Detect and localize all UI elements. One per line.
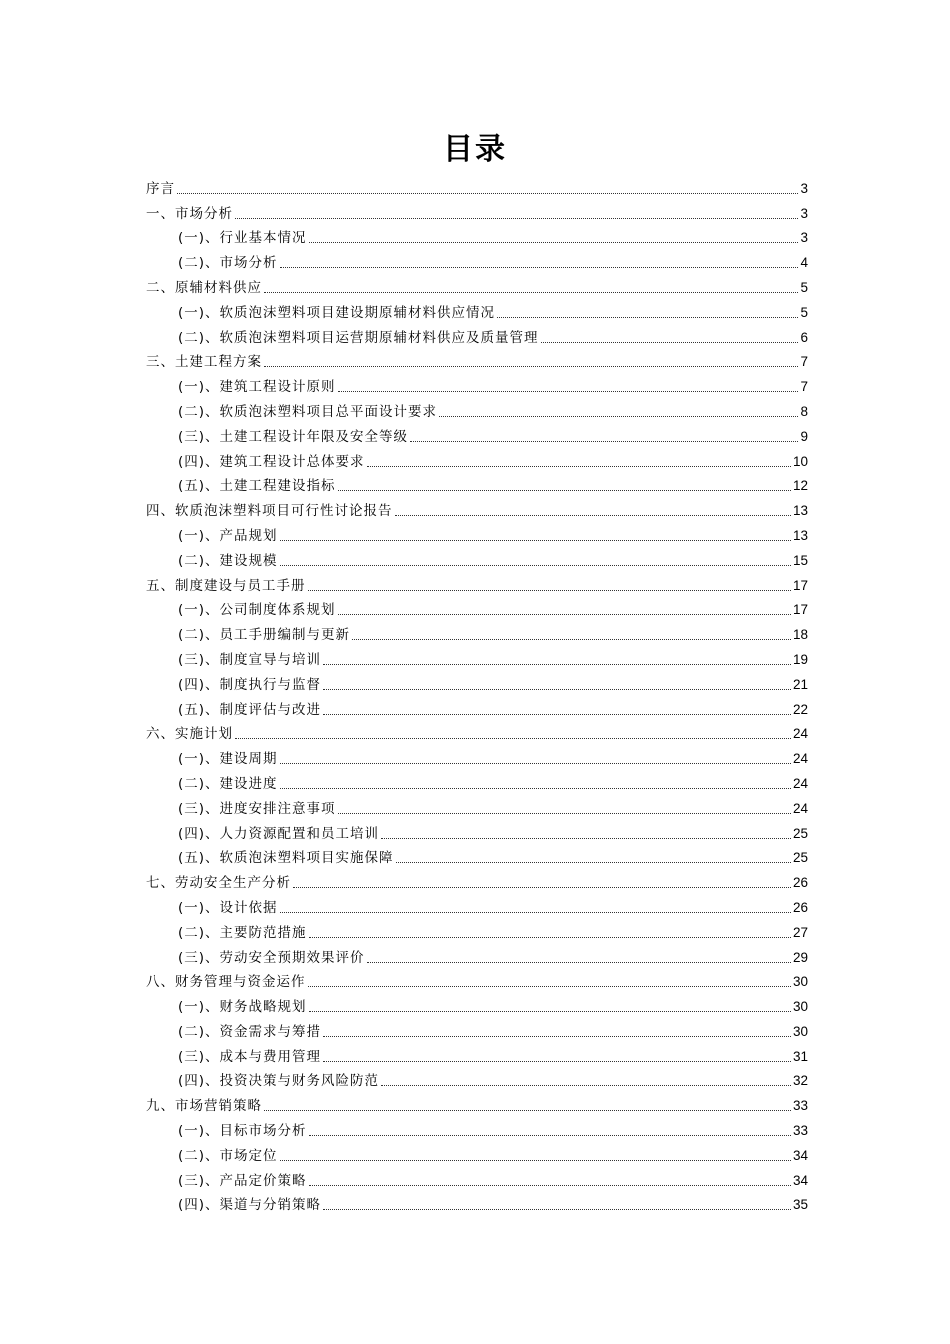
toc-entry-page-number: 3: [800, 230, 808, 246]
toc-entry-label: (一)、行业基本情况: [178, 230, 307, 247]
toc-entry-page-number: 3: [800, 180, 808, 196]
toc-entry-label: (二)、市场定位: [178, 1147, 278, 1164]
toc-entry-label: (三)、劳动安全预期效果评价: [178, 949, 365, 966]
toc-dot-leader: [264, 366, 798, 367]
toc-entry-page-number: 33: [792, 1123, 808, 1139]
toc-entry[interactable]: [146, 893, 808, 918]
toc-entry[interactable]: [146, 844, 808, 869]
toc-entry-label: (三)、土建工程设计年限及安全等级: [178, 428, 409, 445]
toc-entry-page-number: 30: [792, 1023, 808, 1039]
toc-dot-leader: [367, 962, 791, 963]
toc-entry-page-number: 30: [792, 999, 808, 1015]
toc-entry-label: (一)、公司制度体系规划: [178, 602, 336, 619]
toc-entry-page-number: 24: [792, 726, 808, 742]
toc-entry-page-number: 19: [792, 651, 808, 667]
toc-entry[interactable]: [146, 769, 808, 794]
toc-entry-label: (三)、进度安排注意事项: [178, 800, 336, 817]
toc-entry-page-number: 6: [800, 329, 808, 345]
toc-entry-page-number: 25: [792, 825, 808, 841]
toc-entry[interactable]: [146, 868, 808, 893]
toc-entry-label: 七、劳动安全生产分析: [146, 875, 291, 892]
toc-entry[interactable]: [146, 496, 808, 521]
toc-entry-page-number: 10: [792, 453, 808, 469]
toc-entry-label: 五、制度建设与员工手册: [146, 577, 306, 594]
toc-entry-label: (二)、建设进度: [178, 775, 278, 792]
toc-entry[interactable]: [146, 794, 808, 819]
toc-entry-label: (一)、建设周期: [178, 751, 278, 768]
toc-entry-page-number: 24: [792, 751, 808, 767]
toc-dot-leader: [264, 1110, 791, 1111]
toc-entry[interactable]: [146, 521, 808, 546]
toc-entry[interactable]: [146, 1141, 808, 1166]
toc-entry[interactable]: [146, 670, 808, 695]
toc-entry-page-number: 25: [792, 850, 808, 866]
toc-entry-label: (四)、建筑工程设计总体要求: [178, 453, 365, 470]
toc-dot-leader: [309, 1135, 791, 1136]
toc-entry-page-number: 32: [792, 1073, 808, 1089]
toc-entry-page-number: 26: [792, 875, 808, 891]
toc-dot-leader: [177, 193, 798, 194]
toc-entry[interactable]: [146, 273, 808, 298]
toc-entry[interactable]: [146, 546, 808, 571]
toc-entry-page-number: 17: [792, 577, 808, 593]
toc-entry[interactable]: [146, 447, 808, 472]
toc-entry[interactable]: [146, 744, 808, 769]
toc-dot-leader: [541, 342, 799, 343]
toc-dot-leader: [338, 391, 799, 392]
toc-entry-label: (五)、制度评估与改进: [178, 701, 322, 718]
toc-entry-page-number: 35: [792, 1197, 808, 1213]
toc-entry[interactable]: [146, 422, 808, 447]
toc-entry[interactable]: [146, 248, 808, 273]
toc-entry-label: (二)、资金需求与筹措: [178, 1023, 322, 1040]
toc-entry-page-number: 24: [792, 775, 808, 791]
toc-dot-leader: [338, 614, 791, 615]
toc-entry[interactable]: [146, 1191, 808, 1216]
toc-dot-leader: [280, 763, 791, 764]
toc-entry-label: (一)、目标市场分析: [178, 1123, 307, 1140]
toc-entry-page-number: 7: [800, 379, 808, 395]
toc-dot-leader: [381, 838, 791, 839]
toc-dot-leader: [293, 887, 791, 888]
toc-entry-page-number: 9: [800, 428, 808, 444]
toc-dot-leader: [338, 813, 791, 814]
toc-dot-leader: [308, 590, 791, 591]
toc-entry-label: (一)、产品规划: [178, 527, 278, 544]
toc-dot-leader: [381, 1085, 791, 1086]
toc-entry-label: 四、软质泡沫塑料项目可行性讨论报告: [146, 503, 393, 520]
toc-dot-leader: [280, 565, 791, 566]
toc-entry-label: (三)、制度宣导与培训: [178, 651, 322, 668]
toc-entry-label: (三)、成本与费用管理: [178, 1048, 322, 1065]
toc-entry[interactable]: [146, 1116, 808, 1141]
toc-entry-page-number: 26: [792, 899, 808, 915]
toc-entry-label: (四)、人力资源配置和员工培训: [178, 825, 380, 842]
toc-entry[interactable]: [146, 943, 808, 968]
toc-dot-leader: [352, 639, 791, 640]
toc-dot-leader: [308, 986, 791, 987]
toc-entry-page-number: 31: [792, 1048, 808, 1064]
toc-entry[interactable]: [146, 397, 808, 422]
toc-dot-leader: [395, 515, 791, 516]
toc-dot-leader: [410, 441, 798, 442]
toc-entry[interactable]: [146, 571, 808, 596]
toc-entry-page-number: 30: [792, 974, 808, 990]
toc-entry[interactable]: [146, 199, 808, 224]
toc-entry[interactable]: [146, 620, 808, 645]
toc-entry-label: (一)、设计依据: [178, 899, 278, 916]
toc-entry-page-number: 21: [792, 676, 808, 692]
toc-entry-page-number: 17: [792, 602, 808, 618]
toc-entry-page-number: 34: [792, 1172, 808, 1188]
toc-entry[interactable]: [146, 918, 808, 943]
toc-entry-label: 九、市场营销策略: [146, 1098, 262, 1115]
toc-entry-label: (一)、建筑工程设计原则: [178, 379, 336, 396]
toc-entry[interactable]: [146, 968, 808, 993]
toc-entry[interactable]: [146, 1042, 808, 1067]
toc-dot-leader: [396, 862, 791, 863]
toc-entry-label: (二)、软质泡沫塑料项目总平面设计要求: [178, 403, 438, 420]
toc-entry-page-number: 15: [792, 552, 808, 568]
toc-dot-leader: [280, 1160, 791, 1161]
toc-entry-page-number: 29: [792, 949, 808, 965]
toc-dot-leader: [280, 540, 791, 541]
toc-entry-label: (五)、软质泡沫塑料项目实施保障: [178, 850, 394, 867]
toc-entry-page-number: 3: [800, 205, 808, 221]
toc-entry-label: 二、原辅材料供应: [146, 279, 262, 296]
toc-dot-leader: [264, 292, 798, 293]
toc-entry[interactable]: [146, 992, 808, 1017]
toc-entry-label: (二)、建设规模: [178, 552, 278, 569]
toc-entry[interactable]: [146, 1017, 808, 1042]
toc-dot-leader: [309, 242, 799, 243]
toc-entry[interactable]: [146, 596, 808, 621]
toc-entry[interactable]: [146, 645, 808, 670]
toc-entry[interactable]: [146, 1166, 808, 1191]
toc-entry[interactable]: [146, 224, 808, 249]
toc-entry-page-number: 27: [792, 924, 808, 940]
toc-entry[interactable]: [146, 472, 808, 497]
toc-entry-label: (四)、渠道与分销策略: [178, 1197, 322, 1214]
toc-entry-label: (二)、软质泡沫塑料项目运营期原辅材料供应及质量管理: [178, 329, 539, 346]
toc-entry-page-number: 12: [792, 478, 808, 494]
toc-entry-page-number: 5: [800, 304, 808, 320]
toc-entry[interactable]: [146, 372, 808, 397]
toc-entry[interactable]: [146, 174, 808, 199]
toc-dot-leader: [323, 1209, 791, 1210]
toc-entry-page-number: 13: [792, 503, 808, 519]
toc-dot-leader: [497, 317, 798, 318]
toc-dot-leader: [280, 788, 791, 789]
toc-entry[interactable]: [146, 348, 808, 373]
toc-entry-label: 一、市场分析: [146, 205, 233, 222]
toc-entry-page-number: 33: [792, 1098, 808, 1114]
toc-dot-leader: [323, 714, 791, 715]
toc-entry-label: (一)、软质泡沫塑料项目建设期原辅材料供应情况: [178, 304, 496, 321]
toc-dot-leader: [309, 1185, 791, 1186]
toc-dot-leader: [323, 1036, 791, 1037]
toc-entry-label: (四)、制度执行与监督: [178, 676, 322, 693]
toc-entry-page-number: 22: [792, 701, 808, 717]
toc-dot-leader: [367, 466, 791, 467]
toc-dot-leader: [280, 912, 791, 913]
toc-entry-page-number: 8: [800, 403, 808, 419]
toc-entry-page-number: 24: [792, 800, 808, 816]
toc-entry-page-number: 18: [792, 627, 808, 643]
toc-dot-leader: [338, 490, 791, 491]
toc-dot-leader: [235, 218, 798, 219]
toc-entry-label: (二)、市场分析: [178, 255, 278, 272]
toc-entry-page-number: 4: [800, 255, 808, 271]
toc-dot-leader: [323, 664, 791, 665]
toc-entry[interactable]: [146, 819, 808, 844]
toc-entry-page-number: 7: [800, 354, 808, 370]
toc-entry-label: (二)、主要防范措施: [178, 924, 307, 941]
toc-entry[interactable]: [146, 323, 808, 348]
toc-entry-page-number: 34: [792, 1147, 808, 1163]
toc-dot-leader: [309, 937, 791, 938]
toc-dot-leader: [439, 416, 798, 417]
toc-entry-label: (四)、投资决策与财务风险防范: [178, 1073, 380, 1090]
toc-entry-label: (三)、产品定价策略: [178, 1172, 307, 1189]
toc-entry[interactable]: [146, 695, 808, 720]
toc-entry-label: 六、实施计划: [146, 726, 233, 743]
toc-entry-label: (五)、土建工程建设指标: [178, 478, 336, 495]
toc-dot-leader: [323, 689, 791, 690]
toc-entry-label: 三、土建工程方案: [146, 354, 262, 371]
toc-title: 目录: [443, 132, 507, 167]
toc-entry-page-number: 5: [800, 279, 808, 295]
toc-entry[interactable]: [146, 298, 808, 323]
toc-list: [146, 174, 808, 1215]
toc-entry-page-number: 13: [792, 527, 808, 543]
toc-entry-label: 序言: [146, 180, 175, 197]
toc-entry-label: (二)、员工手册编制与更新: [178, 627, 351, 644]
toc-dot-leader: [235, 738, 791, 739]
toc-dot-leader: [323, 1061, 791, 1062]
toc-entry-label: 八、财务管理与资金运作: [146, 974, 306, 991]
toc-entry[interactable]: [146, 720, 808, 745]
toc-entry[interactable]: [146, 1067, 808, 1092]
toc-entry-label: (一)、财务战略规划: [178, 999, 307, 1016]
toc-dot-leader: [309, 1011, 791, 1012]
toc-dot-leader: [280, 267, 799, 268]
toc-entry[interactable]: [146, 1091, 808, 1116]
